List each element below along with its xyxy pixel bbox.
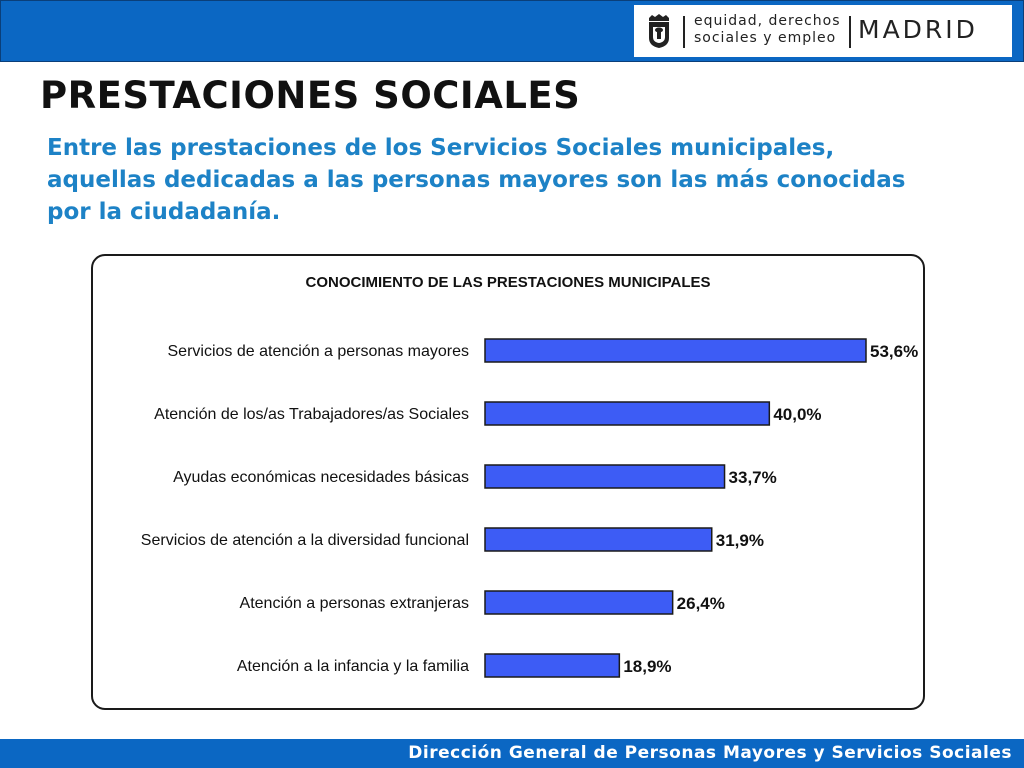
category-label: Atención a la infancia y la familia bbox=[236, 658, 469, 675]
data-label: 33,7% bbox=[728, 468, 777, 487]
bar-chart bbox=[93, 256, 923, 708]
chart-title: CONOCIMIENTO DE LAS PRESTACIONES MUNICIPALES bbox=[305, 274, 711, 291]
category-label: Atención a personas extranjeras bbox=[239, 595, 469, 612]
page-title: PRESTACIONES SOCIALES bbox=[40, 74, 581, 117]
logo-divider bbox=[849, 16, 851, 48]
logo-city: MADRID bbox=[858, 15, 978, 44]
madrid-logo bbox=[634, 5, 1012, 57]
bar bbox=[485, 528, 712, 551]
bar bbox=[485, 402, 769, 425]
madrid-bear-crest-icon bbox=[648, 14, 670, 48]
data-label: 18,9% bbox=[623, 657, 672, 676]
logo-department bbox=[694, 13, 849, 47]
data-label: 26,4% bbox=[676, 594, 725, 613]
bar bbox=[485, 654, 619, 677]
chart-container bbox=[91, 254, 925, 710]
bar bbox=[485, 339, 866, 362]
footer-text: Dirección General de Personas Mayores y Servicios Sociales bbox=[408, 743, 1012, 763]
bar bbox=[485, 591, 673, 614]
category-label: Ayudas económicas necesidades básicas bbox=[173, 469, 469, 486]
category-label: Servicios de atención a personas mayores bbox=[167, 343, 469, 360]
logo-dept-line1: equidad, derechos bbox=[694, 13, 841, 29]
footer-band bbox=[0, 739, 1024, 768]
header-band bbox=[0, 0, 1024, 62]
logo-divider bbox=[683, 16, 685, 48]
data-label: 53,6% bbox=[870, 342, 919, 361]
page-subtitle: Entre las prestaciones de los Servicios Sociales municipales, aquellas dedicadas a las personas mayores son las más conocidas por la ciudadanía. bbox=[47, 135, 906, 225]
category-label: Servicios de atención a la diversidad funcional bbox=[140, 532, 469, 549]
category-label: Atención de los/as Trabajadores/as Sociales bbox=[154, 406, 469, 423]
bar bbox=[485, 465, 725, 488]
data-label: 31,9% bbox=[715, 531, 764, 550]
data-label: 40,0% bbox=[773, 405, 822, 424]
logo-dept-line2: sociales y empleo bbox=[694, 30, 837, 46]
